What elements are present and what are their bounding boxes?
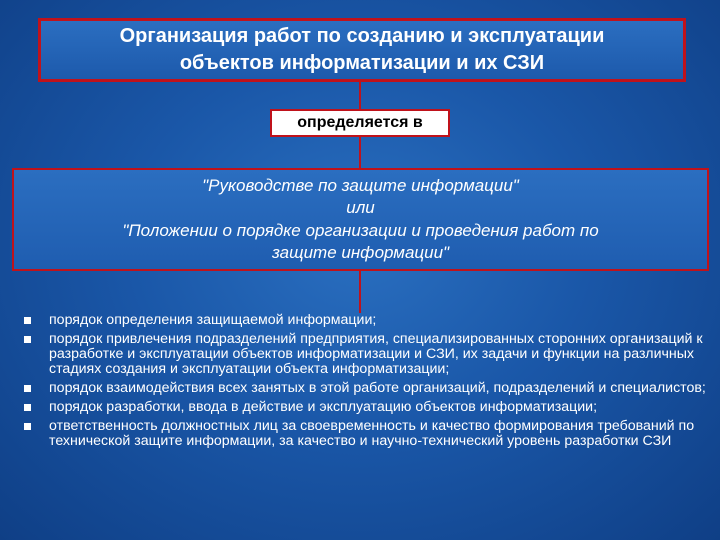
list-item-text: порядок определения защищаемой информации;: [49, 312, 377, 328]
list-item: [24, 381, 710, 396]
connector-line-bottom: [359, 271, 361, 313]
list-item: [24, 332, 710, 377]
list-item: [24, 313, 710, 328]
connector-label: определяется в: [270, 109, 450, 137]
square-bullet-icon: [24, 404, 31, 411]
responsibilities-list: [24, 313, 710, 523]
list-item: [24, 419, 710, 449]
document-box: [12, 168, 709, 271]
document-line-1: "Руководстве по защите информации": [202, 176, 519, 196]
document-line-2: или: [346, 198, 375, 218]
title-line-2: объектов информатизации и их СЗИ: [179, 52, 545, 74]
document-line-3: "Положении о порядке организации и проведения работ по: [122, 220, 599, 240]
list-item-text: порядок разработки, ввода в действие и эксплуатацию объектов информатизации;: [49, 399, 598, 416]
square-bullet-icon: [24, 336, 31, 343]
list-item-text: порядок взаимодействия всех занятых в этой работе организаций, подразделений и специалистов;: [49, 380, 706, 397]
square-bullet-icon: [24, 423, 31, 430]
connector-line-middle: [359, 137, 361, 168]
square-bullet-icon: [24, 385, 31, 392]
list-item-text: порядок привлечения подразделений предприятия, специализированных сторонних организаций к разработке и эксплуатации объектов информатизации и СЗИ, их задачи и функции на различных стадиях создания и эксплуатации объекта информатизации;: [49, 331, 703, 378]
title-box: [38, 18, 686, 82]
document-line-4: защите информации": [271, 242, 450, 262]
list-item-text: ответственность должностных лиц за своевременность и качество формирования требований по технической защите информации, за качество и научно-технический уровень разработки СЗИ: [49, 418, 695, 450]
list-item: [24, 400, 710, 415]
square-bullet-icon: [24, 317, 31, 324]
title-line-1: Организация работ по созданию и эксплуатации: [119, 25, 605, 47]
connector-line-top: [359, 82, 361, 109]
